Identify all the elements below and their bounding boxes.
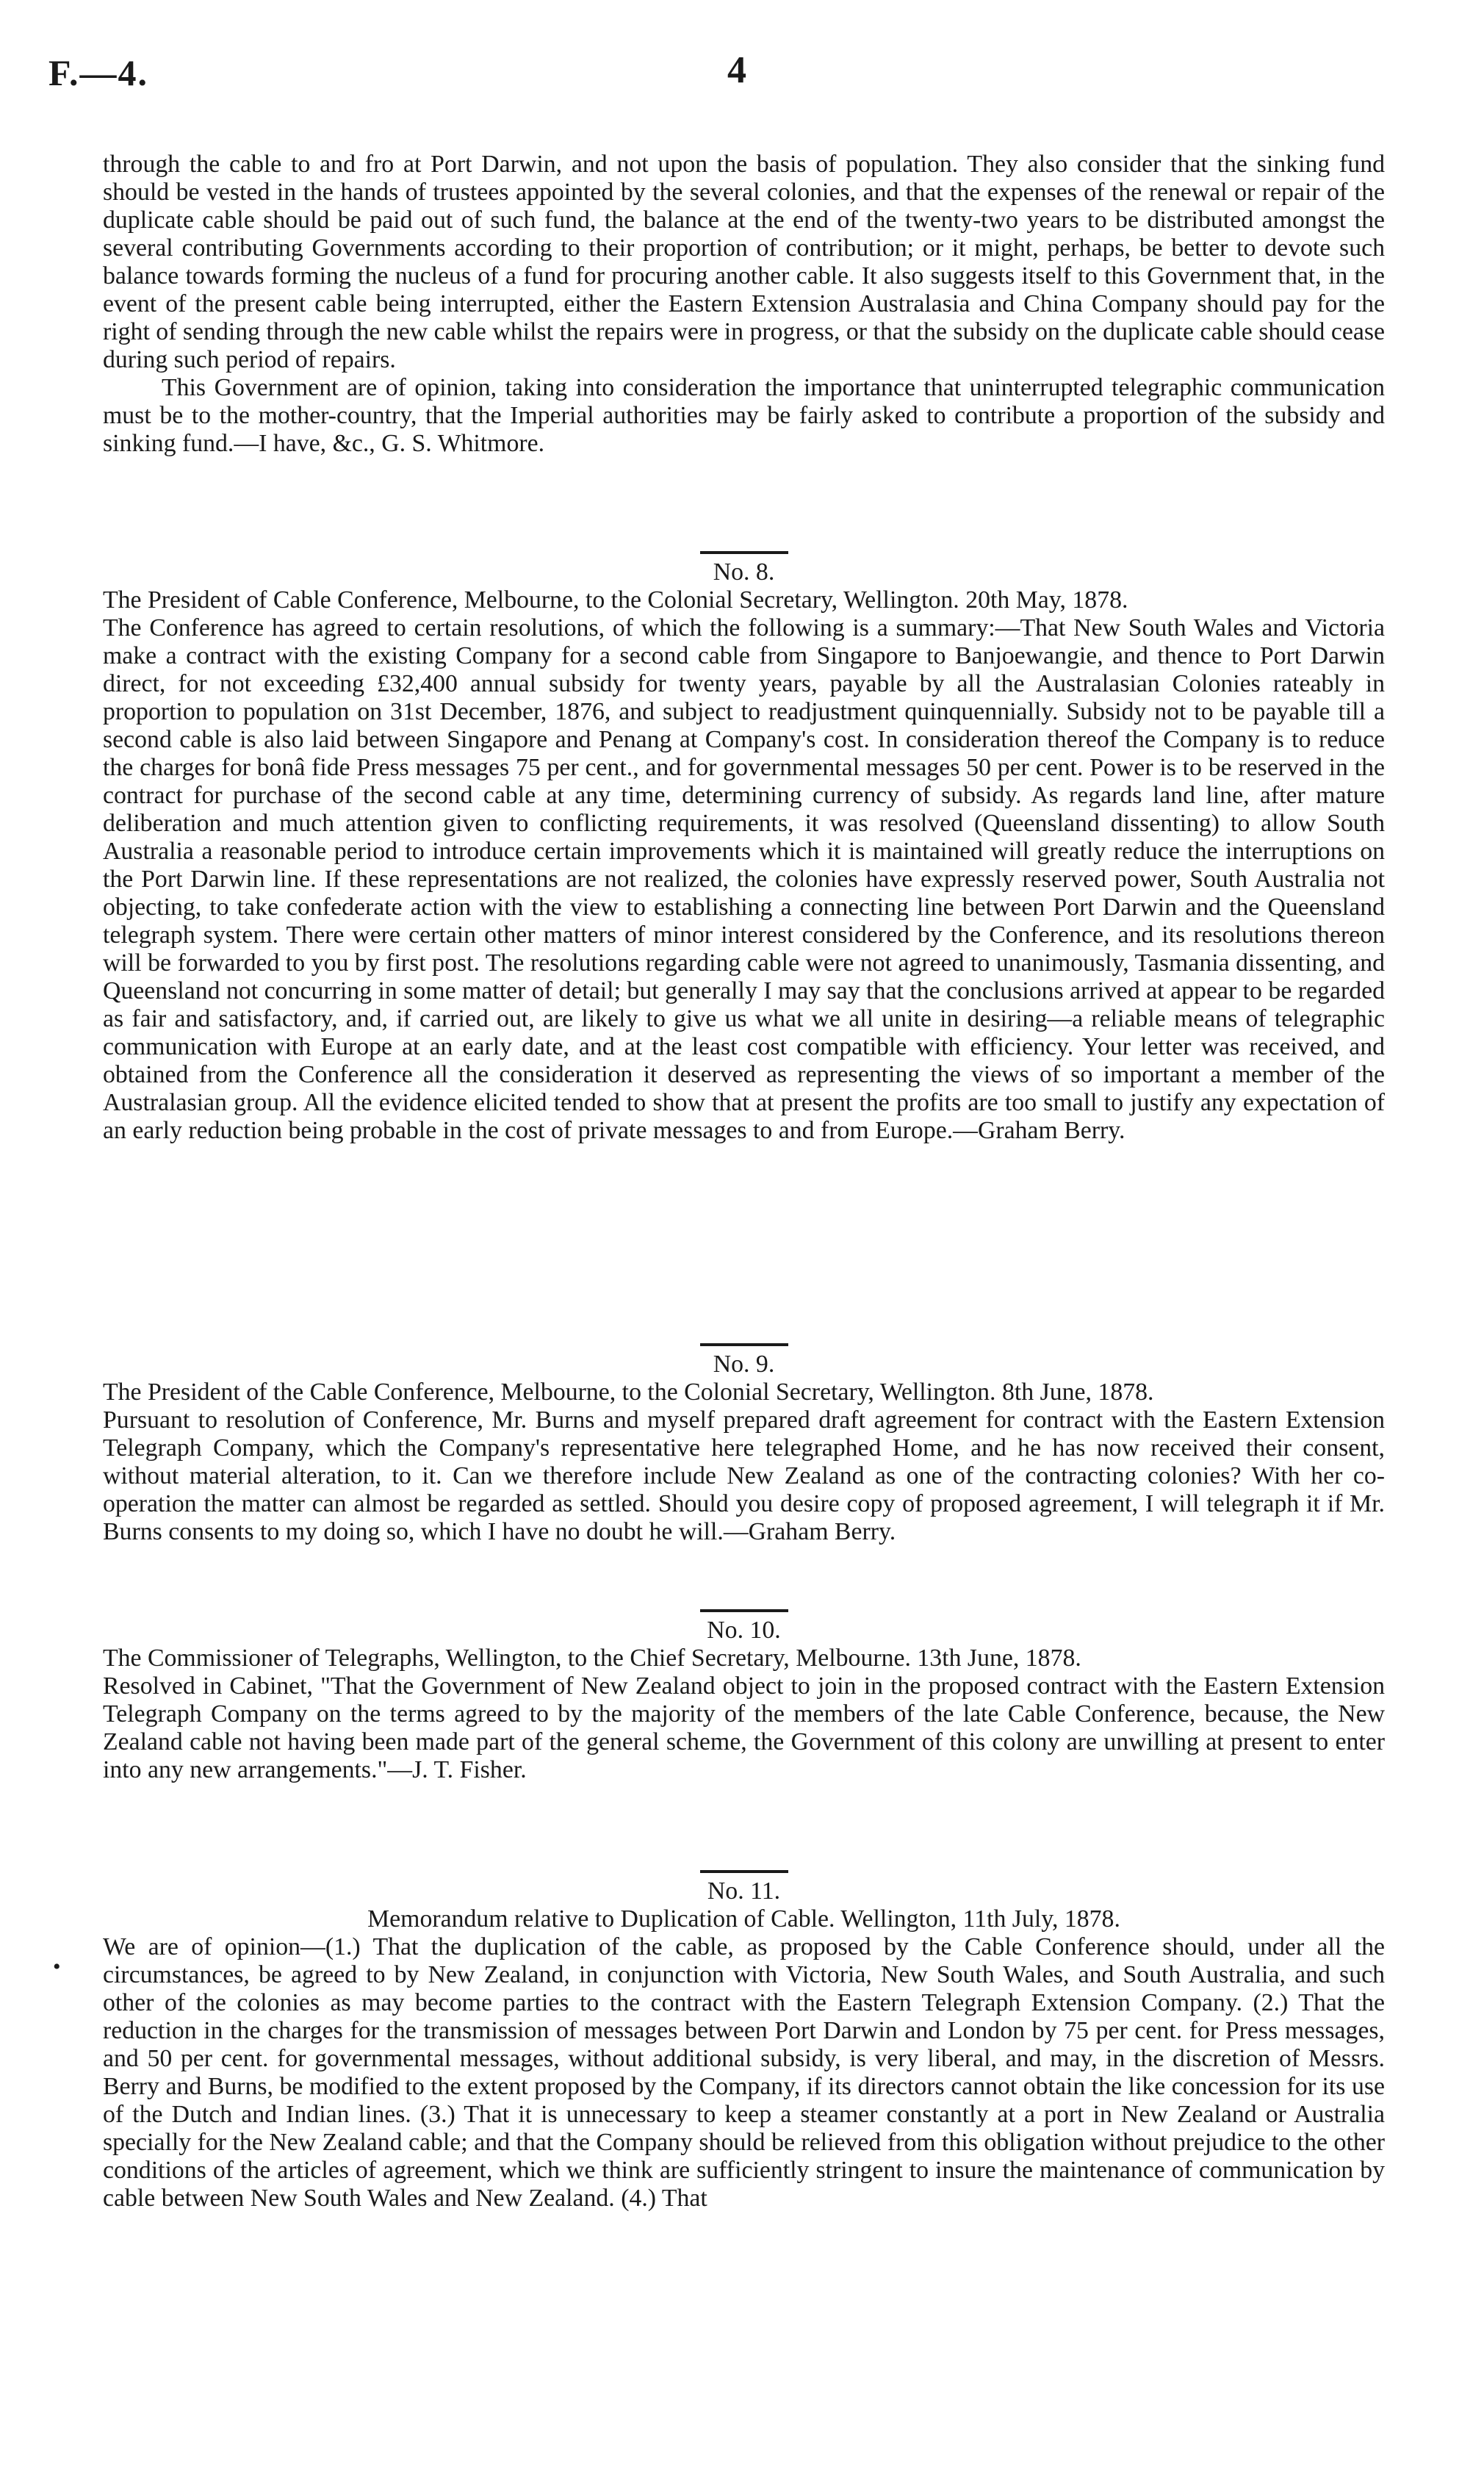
section-body: Resolved in Cabinet, "That the Government of New Zealand object to join in the proposed contract with the Eastern Extension Telegraph Company on the terms agreed to by the majority of the members of the late Cable Conference, because, the New Zealand cable not having been made part of the general scheme, the Government of this colony are unwilling at present to enter into any new arrangements."—J. T. Fisher. xyxy=(103,1672,1385,1783)
section-no-10 xyxy=(103,1602,1385,1784)
section-number: No. 11. xyxy=(707,1877,781,1905)
continuation-paragraph-2: This Government are of opinion, taking into consideration the importance that uninterrupted telegraphic communication must be to the mother-country, that the Imperial authorities may be fairly asked to contribute a proportion of the subsidy and sinking fund.—I have, &c., G. S. Whitmore. xyxy=(103,374,1385,457)
separator-rule xyxy=(700,1343,788,1346)
section-heading: The Commissioner of Telegraphs, Wellington, to the Chief Secretary, Melbourne. 13th June, 1878. xyxy=(103,1645,1081,1672)
section-body: We are of opinion—(1.) That the duplication of the cable, as proposed by the Cable Conference should, under all the circumstances, be agreed to by New Zealand, in conjunction with Victoria, New South Wales, and South Australia, and such other of the colonies as may become parties to the contract with the Eastern Telegraph Extension Company. (2.) That the reduction in the charges for the transmission of messages between Port Darwin and London by 75 per cent. for Press messages, and 50 per cent. for governmental messages, without additional subsidy, is very liberal, and may, in the discretion of Messrs. Berry and Burns, be modified to the extent proposed by the Company, if its directors cannot obtain the like concession for its use of the Dutch and Indian lines. (3.) That it is unnecessary to keep a steamer constantly at a port in New Zealand or Australia specially for the New Zealand cable; and that the Company should be relieved from this obligation without prejudice to the other conditions of the articles of agreement, which we think are sufficiently stringent to insure the maintenance of communication by cable between New South Wales and New Zealand. (4.) That xyxy=(103,1933,1385,2212)
section-heading: Memorandum relative to Duplication of Cable. Wellington, 11th July, 1878. xyxy=(367,1905,1120,1933)
separator-rule xyxy=(700,1609,788,1612)
section-heading: The President of the Cable Conference, Melbourne, to the Colonial Secretary, Wellington. 8th June, 1878. xyxy=(103,1379,1154,1406)
section-no-11 xyxy=(103,1863,1385,2213)
section-number: No. 10. xyxy=(707,1617,781,1644)
margin-mark: • xyxy=(53,1955,61,1979)
separator-rule xyxy=(700,551,788,554)
section-body: The Conference has agreed to certain resolutions, of which the following is a summary:—That New South Wales and Victoria make a contract with the existing Company for a second cable from Singapore to Banjoewangie, and thence to Port Darwin direct, for not exceeding £32,400 annual subsidy for twenty years, payable by all the Australasian Colonies rateably in proportion to population on 31st December, 1876, and subject to readjustment quinquennially. Subsidy not to be payable till a second cable is also laid between Singapore and Penang at Company's cost. In consideration thereof the Company is to reduce the charges for bonâ fide Press messages 75 per cent., and for governmental messages 50 per cent. Power is to be reserved in the contract for purchase of the second cable at any time, determining currency of subsidy. As regards land line, after mature deliberation and much attention given to conflicting requirements, it was resolved (Queensland dissenting) to allow South Australia a reasonable period to introduce certain improvements which it is maintained will greatly reduce the interruptions on the Port Darwin line. If these representations are not realized, the colonies have expressly reserved power, South Australia not objecting, to take confederate action with the view to establishing a connecting line between Port Darwin and the Queensland telegraph system. There were certain other matters of minor interest considered by the Conference, and its resolutions thereon will be forwarded to you by first post. The resolutions regarding cable were not agreed to unanimously, Tasmania dissenting, and Queensland not concurring in some matter of detail; but generally I may say that the conclusions arrived at appear to be regarded as fair and satisfactory, and, if carried out, are likely to give us what we all unite in desiring—a reliable means of telegraphic communication with Europe at an early date, and at the least cost compatible with efficiency. Your letter was received, and obtained from the Conference all the consideration it deserved as representing the views of so important a member of the Australasian group. All the evidence elicited tended to show that at present the profits are too small to justify any expectation of an early reduction being probable in the cost of private messages to and from Europe.—Graham Berry. xyxy=(103,614,1385,1144)
continuation-block xyxy=(103,151,1385,458)
page-number: 4 xyxy=(727,49,746,91)
document-reference: F.—4. xyxy=(48,52,148,93)
section-number: No. 8. xyxy=(713,558,775,586)
section-no-9 xyxy=(103,1336,1385,1546)
section-heading: The President of Cable Conference, Melbourne, to the Colonial Secretary, Wellington. 20th May, 1878. xyxy=(103,586,1128,614)
section-no-8 xyxy=(103,544,1385,1145)
section-number: No. 9. xyxy=(713,1351,775,1378)
continuation-paragraph: through the cable to and fro at Port Darwin, and not upon the basis of population. They also consider that the sinking fund should be vested in the hands of trustees appointed by the several colonies, and that the expenses of the renewal or repair of the duplicate cable should be paid out of such fund, the balance at the end of the twenty-two years to be distributed amongst the several contributing Governments according to their proportion of contribution; or it might, perhaps, be better to devote such balance towards forming the nucleus of a fund for procuring another cable. It also suggests itself to this Government that, in the event of the present cable being interrupted, either the Eastern Extension Australasia and China Company should pay for the right of sending through the new cable whilst the repairs were in progress, or that the subsidy on the duplicate cable should cease during such period of repairs. xyxy=(103,151,1385,373)
separator-rule xyxy=(700,1870,788,1873)
section-body: Pursuant to resolution of Conference, Mr. Burns and myself prepared draft agreement for contract with the Eastern Extension Telegraph Company, which the Company's representative here telegraphed Home, and he has now received their consent, without material alteration, to it. Can we therefore include New Zealand as one of the contracting colonies? With her co-operation the matter can almost be regarded as settled. Should you desire copy of proposed agreement, I will telegraph it if Mr. Burns consents to my doing so, which I have no doubt he will.—Graham Berry. xyxy=(103,1406,1385,1545)
